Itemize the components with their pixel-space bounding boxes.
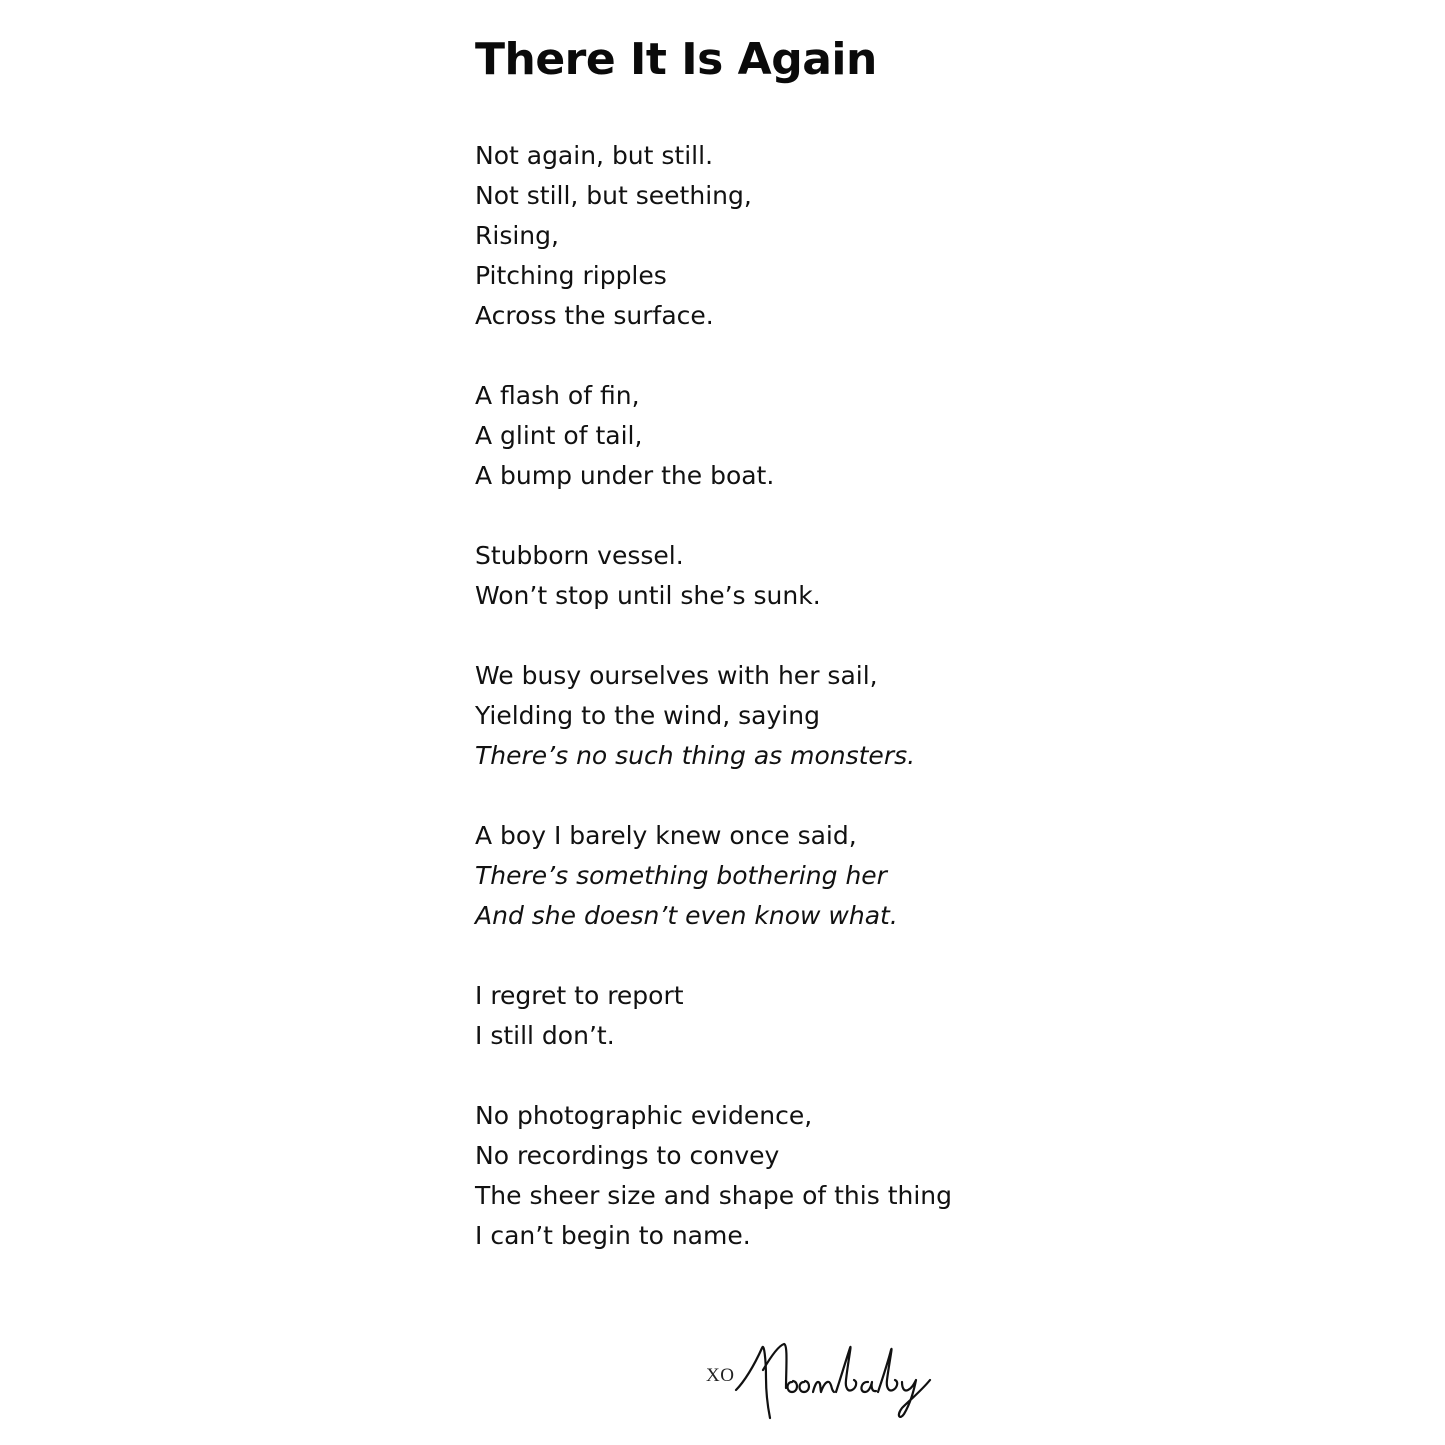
stanza	[475, 656, 1195, 776]
poem-line: And she doesn’t even know what.	[475, 901, 898, 930]
poem-line: Across the surface.	[475, 301, 714, 330]
svg-text:XO: XO	[706, 1365, 735, 1386]
stanza	[475, 976, 1195, 1056]
poem-line: Pitching ripples	[475, 261, 667, 290]
poem-line: The sheer size and shape of this thing	[475, 1181, 953, 1210]
poem-line: A boy I barely knew once said,	[475, 821, 857, 850]
poem-line: There’s something bothering her	[475, 861, 887, 890]
poem-line: I still don’t.	[475, 1021, 615, 1050]
poem-line: A glint of tail,	[475, 421, 643, 450]
poem-line: There’s no such thing as monsters.	[475, 741, 916, 770]
poem	[475, 30, 1195, 1296]
poem-line: No photographic evidence,	[475, 1101, 813, 1130]
poem-line: Not still, but seething,	[475, 181, 752, 210]
poem-line: Not again, but still.	[475, 141, 714, 170]
poem-line: Stubborn vessel.	[475, 541, 684, 570]
poem-line: We busy ourselves with her sail,	[475, 661, 878, 690]
stanza	[475, 136, 1195, 336]
poem-line: Rising,	[475, 221, 559, 250]
stanza	[475, 1096, 1195, 1256]
poem-title: There It Is Again	[475, 34, 877, 85]
stanza	[475, 536, 1195, 616]
poem-line: A flash of fin,	[475, 381, 640, 410]
poem-line: I can’t begin to name.	[475, 1221, 751, 1250]
poem-line: A bump under the boat.	[475, 461, 775, 490]
stanza	[475, 376, 1195, 496]
stanza	[475, 816, 1195, 936]
signature-logo	[700, 1330, 940, 1430]
poem-line: I regret to report	[475, 981, 684, 1010]
poem-line: Won’t stop until she’s sunk.	[475, 581, 821, 610]
signature-script	[700, 1330, 940, 1430]
poem-body	[475, 136, 1195, 1256]
poem-line: No recordings to convey	[475, 1141, 780, 1170]
poem-line: Yielding to the wind, saying	[475, 701, 820, 730]
